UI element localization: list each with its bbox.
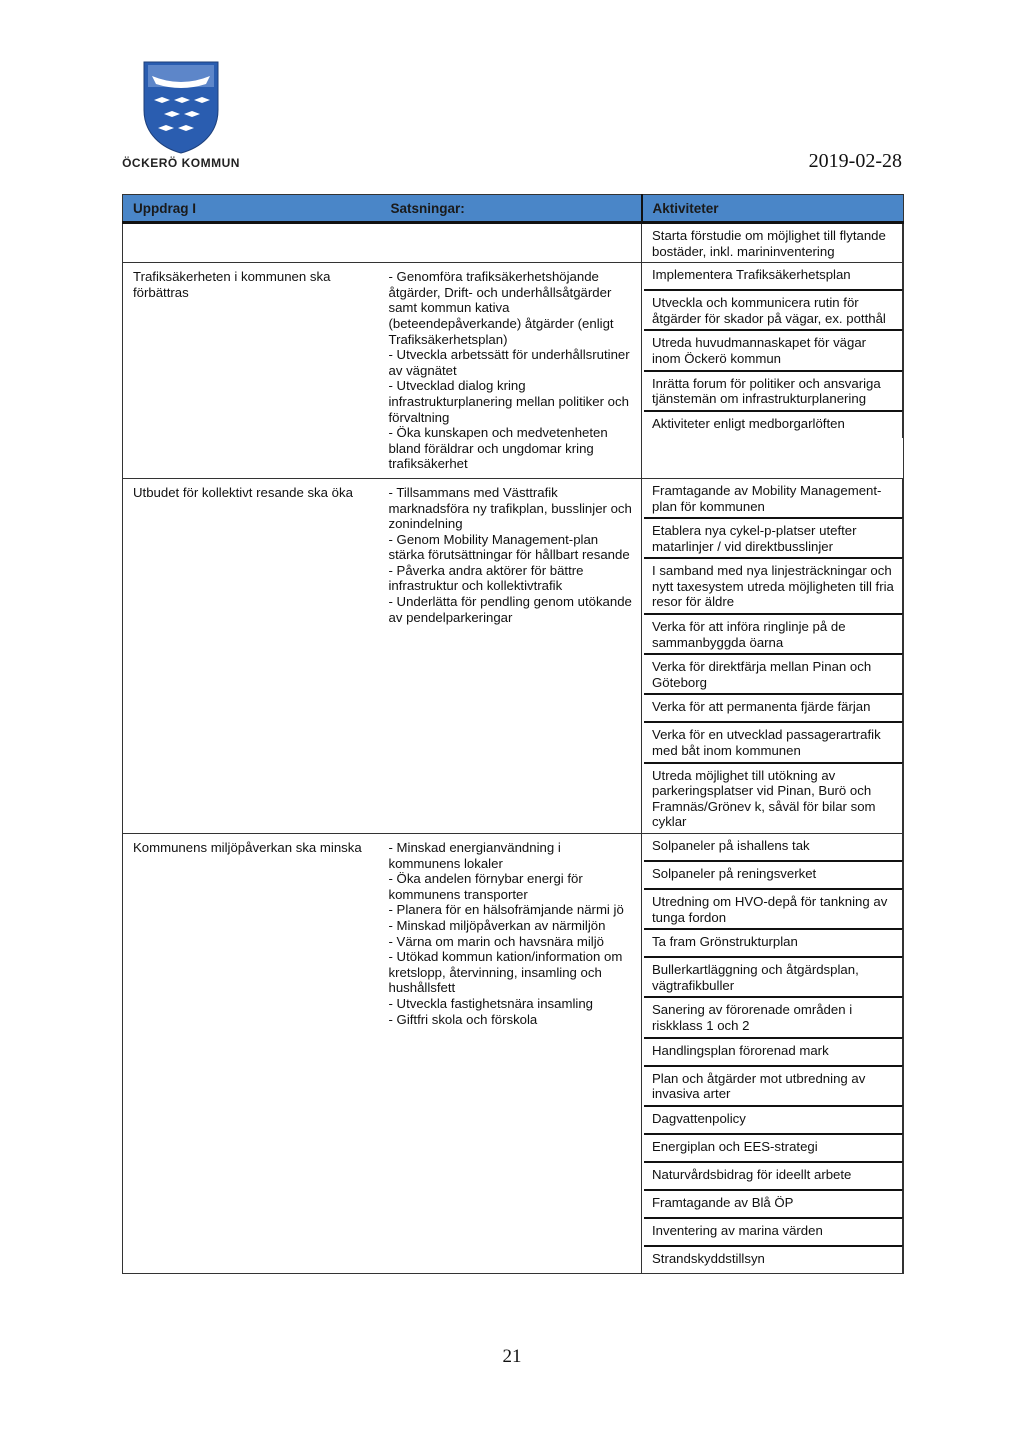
- aktivitet-item: Naturvårdsbidrag för ideellt arbete: [644, 1161, 903, 1189]
- satsning-item: - Giftfri skola och förskola: [388, 1011, 538, 1027]
- satsning-item: - Utökad kommun kation/information om kretslopp, återvinning, insamling och hushållsfett: [388, 949, 623, 996]
- aktivitet-item: Etablera nya cykel-p-platser utefter matarlinjer / vid direktbusslinjer: [644, 517, 903, 557]
- table-row: [123, 263, 904, 479]
- aktivitet-item: Utredning om HVO-depå för tankning av tunga fordon: [644, 888, 903, 928]
- municipality-logo: [122, 60, 240, 172]
- satsning-item: - Utvecklad dialog kring infrastrukturplanering mellan politiker och förvaltning: [388, 378, 629, 425]
- aktivitet-item: Inventering av marina värden: [644, 1217, 903, 1245]
- aktivitet-item: I samband med nya linjesträckningar och nytt taxesystem utreda möjligheten till fria resor för äldre: [644, 557, 903, 613]
- coat-of-arms-icon: [140, 60, 222, 154]
- satsning-item: - Minskad miljöpåverkan av närmiljön: [388, 917, 606, 933]
- uppdrag-cell: Utbudet för kollektivt resande ska öka: [123, 478, 381, 833]
- aktivitet-item: Framtagande av Blå ÖP: [644, 1189, 903, 1217]
- logo-text: ÖCKERÖ KOMMUN: [122, 156, 240, 170]
- satsning-item: - Underlätta för pendling genom utökande av pendelparkeringar: [388, 594, 632, 625]
- aktivitet-item: Verka för direktfärja mellan Pinan och Göteborg: [644, 653, 903, 693]
- satsning-item: - Minskad energianvändning i kommunens lokaler: [388, 840, 561, 871]
- satsningar-cell: [381, 263, 642, 479]
- activity-table: [122, 194, 904, 1274]
- aktivitet-item: Verka för att införa ringlinje på de sammanbyggda öarna: [644, 613, 903, 653]
- header-satsningar: Satsningar:: [381, 195, 642, 223]
- uppdrag-cell: Kommunens miljöpåverkan ska minska: [123, 834, 381, 1274]
- aktivitet-item: Handlingsplan förorenad mark: [644, 1037, 903, 1065]
- aktivitet-item: Solpaneler på ishallens tak: [644, 834, 903, 860]
- aktiviteter-cell: [642, 223, 904, 263]
- header-uppdrag: Uppdrag I: [123, 195, 381, 223]
- satsning-item: - Öka andelen förnybar energi för kommunens transporter: [388, 871, 583, 902]
- satsning-item: - Utveckla arbetssätt för underhållsrutiner av vägnätet: [388, 347, 630, 378]
- aktivitet-item: Ta fram Grönstrukturplan: [644, 928, 903, 956]
- aktivitet-item: Sanering av förorenade områden i riskklass 1 och 2: [644, 996, 903, 1036]
- satsning-item: - Genomföra trafiksäkerhetshöjande åtgärder, Drift- och underhållsåtgärder samt kommun kativa (beteendepåverkande) åtgärder (enligt Trafiksäkerhetsplan): [388, 269, 614, 347]
- satsningar-cell: [381, 834, 642, 1274]
- aktivitet-item: Solpaneler på reningsverket: [644, 860, 903, 888]
- table-header-row: [123, 195, 904, 223]
- satsning-item: - Genom Mobility Management-plan stärka förutsättningar för hållbart resande: [388, 531, 630, 563]
- table-row: [123, 834, 904, 1274]
- satsning-item: - Planera för en hälsofrämjande närmi jö: [388, 902, 624, 918]
- aktivitet-item: Utveckla och kommunicera rutin för åtgärder för skador på vägar, ex. potthål: [644, 289, 903, 329]
- satsning-item: - Värna om marin och havsnära miljö: [388, 933, 604, 949]
- document-date: 2019-02-28: [808, 150, 902, 172]
- satsningar-cell: [381, 223, 642, 263]
- satsning-item: - Påverka andra aktörer för bättre infrastruktur och kollektivtrafik: [388, 562, 584, 594]
- aktiviteter-cell: [642, 478, 904, 833]
- table-row: [123, 478, 904, 833]
- aktiviteter-cell: [642, 834, 904, 1274]
- aktivitet-item: Aktiviteter enligt medborgarlöften: [644, 410, 903, 438]
- aktivitet-item: Strandskyddstillsyn: [644, 1245, 903, 1273]
- satsning-item: - Öka kunskapen och medvetenheten bland föräldrar och ungdomar kring trafiksäkerhet: [388, 425, 608, 472]
- table-row: [123, 223, 904, 263]
- header-aktiviteter: Aktiviteter: [642, 195, 904, 223]
- page-number: 21: [502, 1346, 522, 1367]
- uppdrag-cell: [123, 223, 381, 263]
- uppdrag-cell: Trafiksäkerheten i kommunen ska förbättras: [123, 263, 381, 479]
- aktivitet-item: Bullerkartläggning och åtgärdsplan, vägtrafikbuller: [644, 956, 903, 996]
- aktivitet-item: Implementera Trafiksäkerhetsplan: [644, 263, 903, 289]
- satsning-item: - Utveckla fastighetsnära insamling: [388, 995, 593, 1011]
- aktivitet-item: Starta förstudie om möjlighet till flytande bostäder, inkl. marininventering: [644, 224, 903, 262]
- aktivitet-item: Plan och åtgärder mot utbredning av invasiva arter: [644, 1065, 903, 1105]
- aktivitet-item: Inrätta forum för politiker och ansvariga tjänstemän om infrastrukturplanering: [644, 370, 903, 410]
- aktivitet-item: Verka för att permanenta fjärde färjan: [644, 693, 903, 721]
- aktiviteter-cell: [642, 263, 904, 479]
- aktivitet-item: Framtagande av Mobility Management-plan för kommunen: [644, 479, 903, 517]
- aktivitet-item: Utreda möjlighet till utökning av parkeringsplatser vid Pinan, Burö och Framnäs/Grönev k, såväl för bilar som cyklar: [644, 762, 903, 833]
- aktivitet-item: Dagvattenpolicy: [644, 1105, 903, 1133]
- satsningar-cell: [381, 478, 642, 833]
- aktivitet-item: Verka för en utvecklad passagerartrafik med båt inom kommunen: [644, 721, 903, 761]
- aktivitet-item: Energiplan och EES-strategi: [644, 1133, 903, 1161]
- aktivitet-item: Utreda huvudmannaskapet för vägar inom Öckerö kommun: [644, 329, 903, 369]
- satsning-item: - Tillsammans med Västtrafik marknadsföra ny trafikplan, busslinjer och zonindelning: [388, 484, 632, 532]
